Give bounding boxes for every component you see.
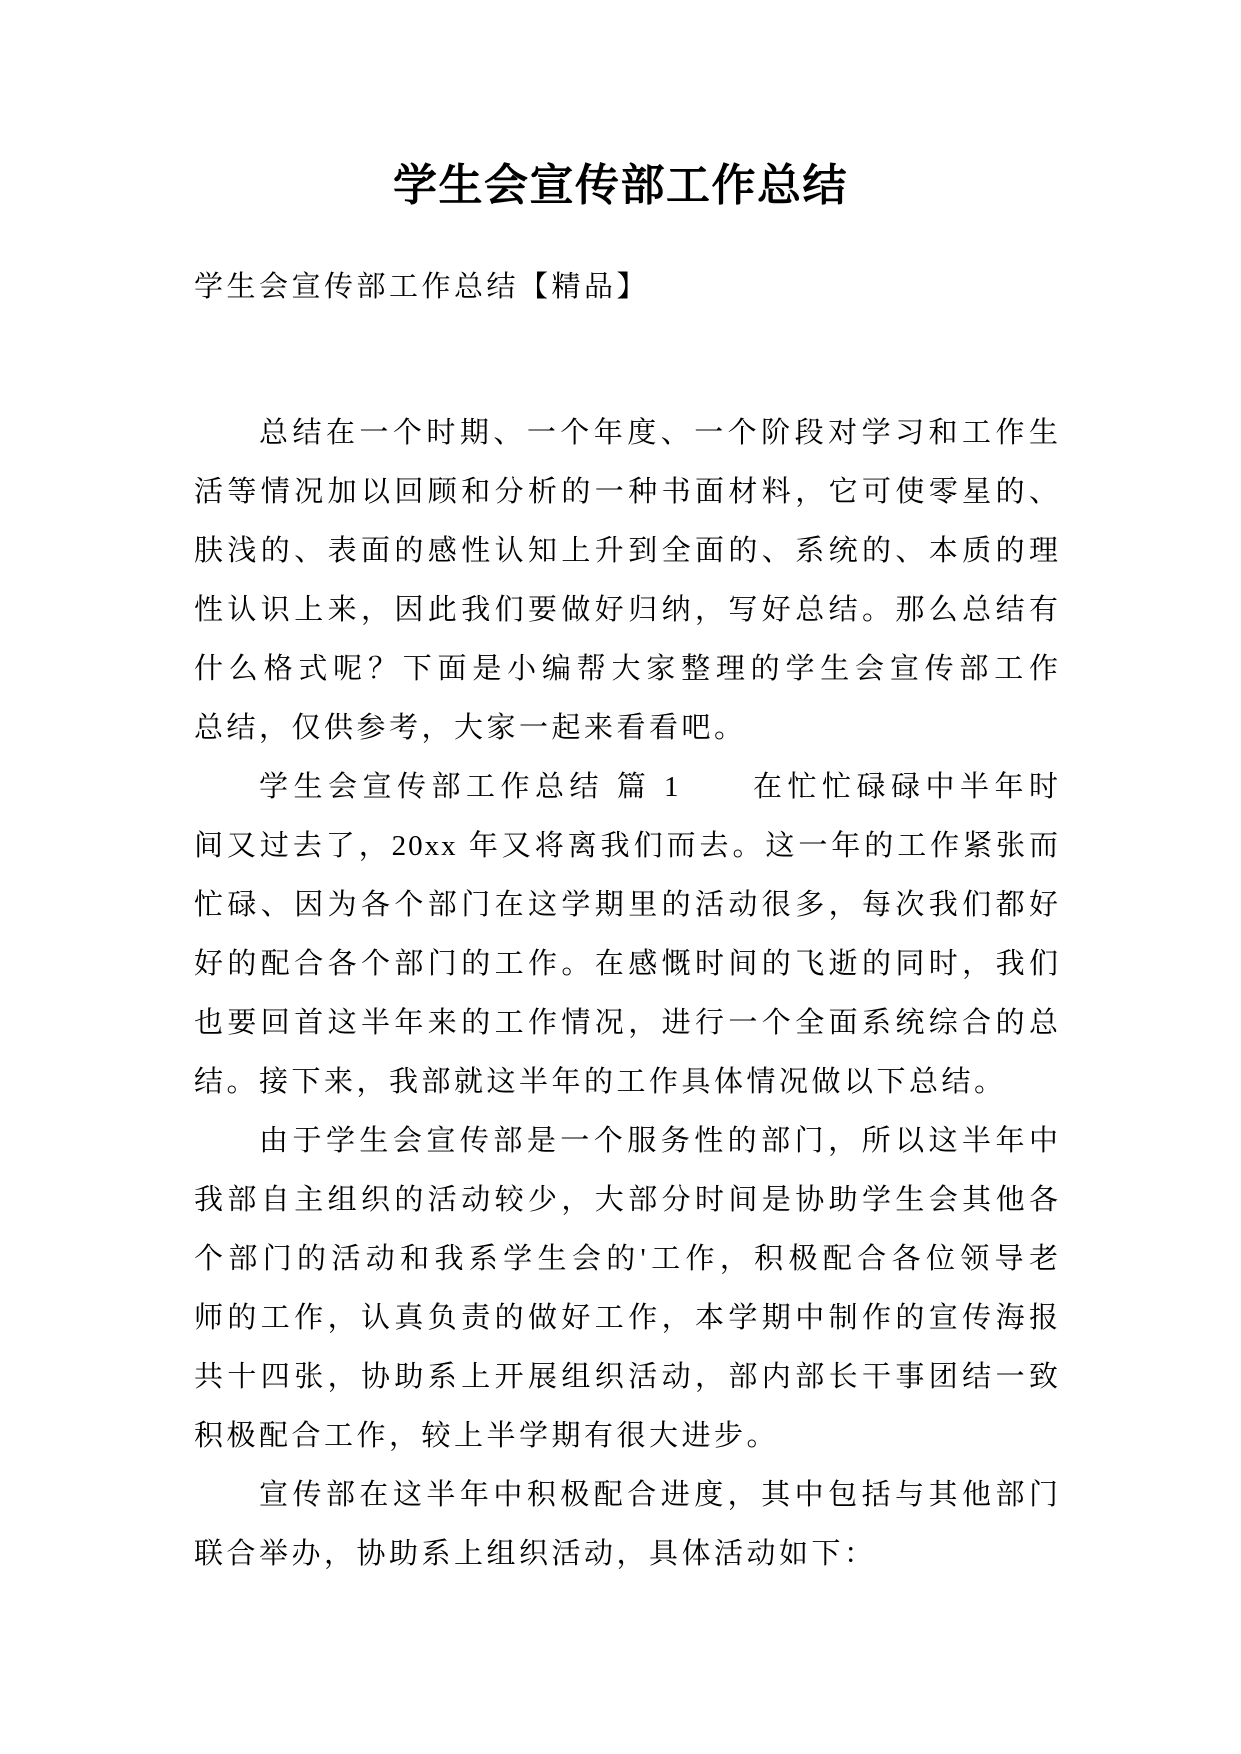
- document-subtitle: 学生会宣传部工作总结【精品】: [194, 271, 650, 303]
- paragraph-line: 积极配合工作，较上半学期有很大进步。: [194, 1420, 780, 1452]
- paragraph-line: 师的工作，认真负责的做好工作，本学期中制作的宣传海报: [194, 1302, 1060, 1334]
- paragraph-line: 共十四张，协助系上开展组织活动，部内部长干事团结一致: [194, 1361, 1060, 1393]
- paragraph-line: 我部自主组织的活动较少，大部分时间是协助学生会其他各: [194, 1184, 1060, 1216]
- paragraph-line: 总结在一个时期、一个年度、一个阶段对学习和工作生: [259, 417, 1060, 449]
- paragraph-line: 性认识上来，因此我们要做好归纳，写好总结。那么总结有: [194, 594, 1060, 626]
- paragraph-line: 总结，仅供参考，大家一起来看看吧。: [194, 712, 747, 744]
- paragraph-line: 忙碌、因为各个部门在这学期里的活动很多，每次我们都好: [194, 889, 1060, 921]
- paragraph-line: 好的配合各个部门的工作。在感慨时间的飞逝的同时，我们: [194, 948, 1060, 980]
- paragraph-line: 学生会宣传部工作总结 篇 1 在忙忙碌碌中半年时: [259, 771, 1060, 803]
- document-title: 学生会宣传部工作总结: [393, 161, 848, 210]
- paragraph-line: 活等情况加以回顾和分析的一种书面材料，它可使零星的、: [194, 476, 1060, 508]
- paragraph-line: 间又过去了，20xx 年又将离我们而去。这一年的工作紧张而: [194, 830, 1060, 862]
- paragraph-line: 个部门的活动和我系学生会的'工作，积极配合各位领导老: [194, 1243, 1060, 1275]
- paragraph-section-1: [194, 758, 1060, 1112]
- paragraph-line: 宣传部在这半年中积极配合进度，其中包括与其他部门: [259, 1479, 1060, 1511]
- paragraph-line: 结。接下来，我部就这半年的工作具体情况做以下总结。: [194, 1066, 1007, 1098]
- document-body: [194, 404, 1060, 1584]
- paragraph-line: 由于学生会宣传部是一个服务性的部门，所以这半年中: [259, 1125, 1060, 1157]
- paragraph-activities: [194, 1466, 1060, 1584]
- paragraph-service-work: [194, 1112, 1060, 1466]
- paragraph-intro: [194, 404, 1060, 758]
- paragraph-line: 联合举办，协助系上组织活动，具体活动如下：: [194, 1538, 877, 1570]
- paragraph-line: 也要回首这半年来的工作情况，进行一个全面系统综合的总: [194, 1007, 1060, 1039]
- paragraph-line: 什么格式呢？下面是小编帮大家整理的学生会宣传部工作: [194, 653, 1060, 685]
- paragraph-line: 肤浅的、表面的感性认知上升到全面的、系统的、本质的理: [194, 535, 1060, 567]
